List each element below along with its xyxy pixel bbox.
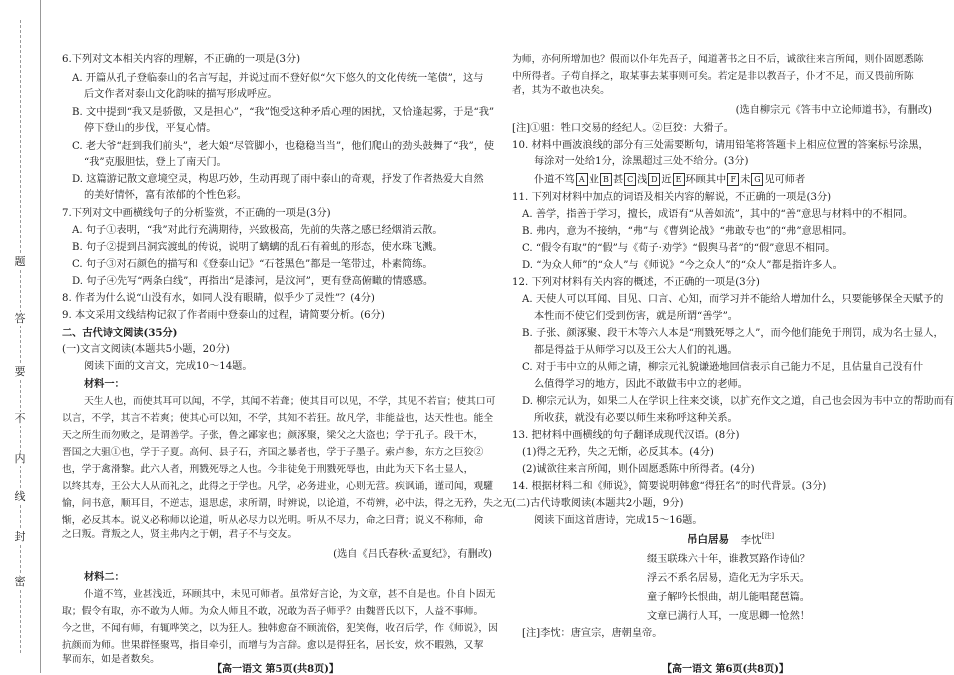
subsection-heading: (一)文言文阅读(本题共5小题，20分) [62, 344, 230, 355]
binding-char: 密 [14, 575, 26, 588]
q10-segment: 甚 [612, 174, 624, 186]
break-box-g[interactable]: G [751, 173, 763, 186]
material-label: 材料一： [84, 378, 125, 390]
break-box-b[interactable]: B [600, 173, 612, 186]
page-footer: 【高一语文 第6页(共8页)】 [662, 664, 789, 675]
question-14: 14. 根据材料二和《师说》，简要说明韩愈“得狂名”的时代背景。(3分) [512, 481, 827, 492]
option-text: A. 善学，指善于学习，擅长，成语有“从善如流”，其中的“善”意思与材料中的不相同。 [522, 209, 914, 220]
instruction-text: 阅读下面的文言文，完成10～14题。 [84, 361, 253, 372]
binding-char: 封 [14, 530, 26, 543]
option-text: C. 句子③对石颜色的描写和《登泰山记》“石苍黑色”都是一笔带过，朴素简练。 [72, 259, 433, 270]
option-text: B. 句子②提到吕洞宾渡虬的传说，说明了螭螭的乱石有着虬的形态，使水珠飞溅。 [72, 242, 443, 253]
option-text: 么值得学习的地方，因此不敢做韦中立的老师。 [534, 379, 748, 390]
poem-line: 缀玉联珠六十年，谁教冥路作诗仙？ [647, 554, 810, 565]
poem-line: 童子解吟长恨曲，胡儿能唱琵琶篇。 [647, 592, 810, 603]
q10-segment: 浅 [637, 174, 648, 186]
question-7: 7.下列对文中画横线句子的分析鉴赏，不正确的一项是(3分) [62, 208, 331, 219]
q10-segment: 近 [661, 174, 672, 186]
q10-segment: 业 [588, 174, 599, 186]
option-text: A. 句子①表明，“我”对此行充满期待，兴致极高，先前的失落之感已经烟消云散。 [72, 225, 443, 236]
question-6: 6.下列对文本相关内容的理解，不正确的一项是(3分) [62, 54, 301, 65]
classical-text-line: 愉，问书意，顺耳目，不逆志，退思虑，求所谓，时辨说，以论道，不苟辨，必中法，得之无矜，失之无 [62, 498, 513, 509]
break-box-a[interactable]: A [576, 173, 588, 186]
page-footer: 【高一语文 第5页(共8页)】 [212, 664, 339, 675]
q10-segment: 未 [740, 174, 751, 186]
classical-text-line: 取；假令有取，亦不敢为人师。为众人师且不敢，况敢为吾子师乎？由魏晋氏以下，人益不事师。 [62, 606, 484, 617]
break-box-d[interactable]: D [648, 173, 660, 186]
question-10-cont: 每涂对一处给1分，涂黑超过三处不给分。(3分) [534, 156, 749, 167]
option-text: 都是得益于从师学习以及王公大人们的礼遇。 [534, 345, 738, 356]
binding-char: 内 [14, 452, 26, 465]
subsection-heading: (二)古代诗歌阅读(本题共2小题，9分) [512, 498, 684, 509]
classical-text-line: 天之所生而勿败之，是谓善学。子张，鲁之鄙家也；颜涿聚，梁父之大盗也；学于孔子。段干木， [62, 430, 484, 441]
material-label: 材料二： [84, 571, 125, 583]
poem-line: 浮云不系名居易，造化无为字乐天。 [647, 573, 810, 584]
sentence-break-line [534, 173, 805, 188]
break-box-f[interactable]: F [727, 173, 739, 186]
poem-title-text: 吊白居易 [687, 533, 729, 546]
break-box-e[interactable]: E [673, 173, 685, 186]
option-text: 停下登山的步伐，平复心情。 [84, 123, 217, 134]
binding-char: 答 [14, 312, 26, 325]
classical-text-line: 天生人也，而使其耳可以闻，不学，其闻不若聋；使其目可以见，不学，其见不若盲；使其口可 [84, 396, 496, 407]
annotation-note: [注]①驵：牲口交易的经纪人。②巨狡：大猾子。 [512, 123, 734, 134]
option-text: B. 弗内，意为不接纳，“弗”与《曹刿论战》“弗敢专也”的“弗”意思相同。 [522, 226, 853, 237]
q10-segment: 见可师者 [764, 174, 806, 186]
option-text: 本性而不使它们受到伤害，就是所谓“善学”。 [534, 311, 738, 322]
break-box-c[interactable]: C [624, 173, 636, 186]
classical-text-line: 以言，不学，其言不若爽；使其心可以知，不学，其知不若狂。故凡学，非能益也，达天性也。能全 [62, 413, 494, 424]
option-text: C. 老大爷“赶到我们前头”，老大娘“尽管脚小，也稳稳当当”，他们爬山的劲头鼓舞了“我”，使 [72, 141, 495, 152]
option-text: “我”克服胆怯，登上了南天门。 [84, 157, 227, 168]
q10-segment: 环顾其中 [685, 174, 727, 186]
question-12: 12. 下列对材料有关内容的概述，不正确的一项是(3分) [512, 277, 760, 288]
classical-text-line: 为师，亦何所增加也？假而以仆年先吾子，闻道著书之日不后，诚欲往来言所闻，则仆固愿悉陈 [512, 54, 924, 65]
poem-title [687, 531, 774, 547]
binding-dashed-line [20, 20, 21, 653]
question-9: 9. 本文采用文线结构记叙了作者雨中登泰山的过程，请简要分析。(6分) [62, 310, 385, 321]
classical-text-line: 今之世，不闻有师，有辄哗笑之，以为狂人。独韩愈奋不顾流俗，犯笑侮，收召后学，作《师说》，因 [62, 623, 498, 634]
right-page [512, 0, 954, 675]
option-text: D. “为众人师”的“众人”与《师说》“今之众人”的“众人”都是指许多人。 [522, 260, 843, 271]
poem-author: 李忱 [740, 533, 762, 546]
instruction-text: 阅读下面这首唐诗，完成15～16题。 [534, 515, 703, 526]
option-text: C. 对于韦中立的从师之请，柳宗元礼貌谦逊地回信表示自己能力不足，且估量自己没有什 [522, 362, 924, 373]
question-10: 10. 材料中画波浪线的部分有三处需要断句，请用铅笔将答题卡上相应位置的答案标号涂黑， [512, 140, 929, 151]
option-text: D. 柳宗元认为，如果二人在学识上往来交谈，以扩充作文之道，自己也会因为韦中立的帮助而有 [522, 396, 954, 407]
classical-text-line: 仆道不笃，业甚浅近，环顾其中，未见可师者。虽常好言论，为文章，甚不自是也。仆自卜固无 [84, 589, 496, 600]
binding-char: 线 [14, 490, 26, 503]
option-text: A. 天使人可以耳闻、目见、口言、心知，而学习并不能给人增加什么，只要能够保全天赋予的 [522, 294, 944, 305]
classical-text-line: 以终其寿，王公大人从而礼之，此得之于学也。凡学，必务进业，心则无营。疾讽诵，谨司闻，观驩 [62, 481, 494, 492]
section-heading: 二、古代诗文阅读(35分) [62, 327, 178, 339]
option-text: B. 子张、颜涿聚、段干木等六人本是“刑戮死辱之人”，而今他们能免于刑罚，成为名士显人， [522, 328, 944, 339]
poem-note-mark: [注] [761, 532, 775, 540]
binding-char: 不 [14, 412, 26, 425]
option-text: C. “假令有取”的“假”与《荀子·劝学》“假舆马者”的“假”意思不相同。 [522, 243, 836, 254]
binding-margin [0, 0, 41, 673]
option-text: 后文作者对泰山文化韵味的描写形成呼应。 [84, 89, 278, 100]
left-page [62, 0, 513, 675]
classical-text-line: 抗颜而为师。世果群怪聚骂，指目牵引，而增与为言辞。愈以是得狂名，居长安，炊不暇熟，又挈挈而东，如是者数矣。 [62, 640, 484, 665]
option-text: D. 这篇游记散文意境空灵，构思巧妙，生动再现了雨中泰山的奇观，抒发了作者热爱大自然 [72, 174, 484, 185]
source-citation: (选自柳宗元《答韦中立论师道书》，有删改) [735, 105, 932, 116]
binding-char: 题 [14, 255, 26, 268]
option-text: A. 开篇从孔子登临泰山的名言写起，并说过而不登好似“欠下悠久的文化传统一笔债”，这与 [72, 73, 484, 84]
translation-item: (2)诚欲往来言所闻，则仆固愿悉陈中所得者。(4分) [522, 464, 755, 475]
option-text: 的美好情怀，富有浓郁的个性色彩。 [84, 190, 247, 201]
question-8: 8. 作者为什么说“山没有水，如同人没有眼睛，似乎少了灵性”？(4分) [62, 293, 375, 304]
option-text: D. 句子④先写“两条白线”，再指出“是漆河，是汶河”，更有登高俯瞰的情感感。 [72, 276, 434, 287]
poem-line: 文章已满行人耳，一度思卿一怆然！ [647, 611, 810, 622]
binding-char: 要 [14, 365, 26, 378]
translation-item: (1)得之无矜，失之无惭，必反其本。(4分) [522, 447, 714, 458]
poem-note: [注]李忱：唐宣宗，唐朝皇帝。 [522, 628, 663, 639]
classical-text-line: 中所得者。子苟自择之，取某事去某事则可矣。若定是非以教吾子，仆才不足，而又畏前所陈者，其为不敢也决矣。 [512, 71, 914, 96]
question-11: 11. 下列对材料中加点的词语及相关内容的解说，不正确的一项是(3分) [512, 192, 832, 203]
q10-prefix: 仆道不笃 [534, 174, 575, 186]
classical-text-line: 也，学于禽滑黎。此六人者，刑戮死辱之人也。今非徒免于刑戮死辱也，由此为天下名士显人， [62, 464, 474, 475]
question-13: 13. 把材料中画横线的句子翻译成现代汉语。(8分) [512, 430, 740, 441]
classical-text-line: 晋国之大驵①也，学于子夏。高何、县子石，齐国之暴者也，学于子墨子。索卢参，东方之巨狡② [62, 447, 484, 458]
option-text: 所收获，就没有必要以师生来称呼这种关系。 [534, 413, 738, 424]
source-citation: (选自《吕氏春秋·孟夏纪》，有删改) [333, 549, 492, 560]
classical-text-line: 惭，必反其本。说义必称师以论道，听从必尽力以光明。听从不尽力，命之曰背；说义不称师，命之曰叛。背叛之人，贤主弗内之于朝，君子不与交友。 [62, 515, 484, 540]
option-text: B. 文中提到“我又是骄傲，又是担心”，“我”饱受这种矛盾心理的困扰，又恰逢起雾，于是“我” [72, 107, 495, 118]
